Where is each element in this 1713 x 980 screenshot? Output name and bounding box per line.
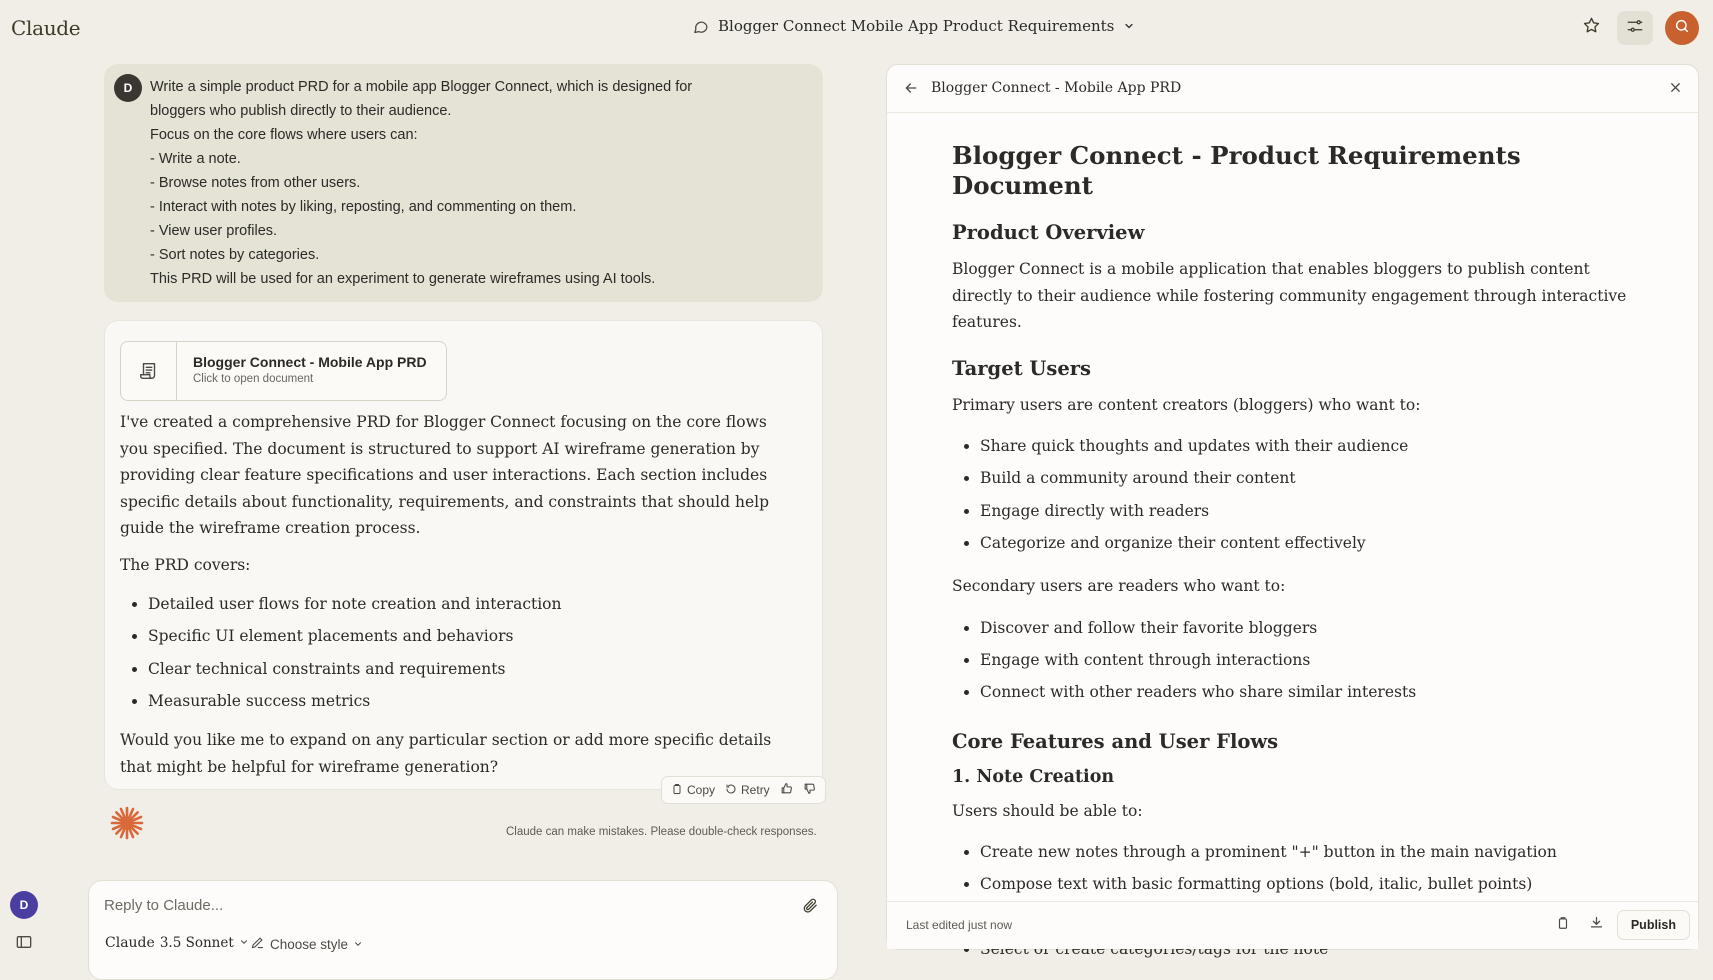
thumbs-down-icon <box>803 782 816 798</box>
list-item: • Clear technical constraints and requirements <box>148 653 780 685</box>
document-panel <box>886 64 1699 950</box>
back-arrow-icon[interactable] <box>903 80 919 101</box>
reply-input[interactable] <box>104 897 764 914</box>
user-message-line: Write a simple product PRD for a mobile app Blogger Connect, which is designed for <box>150 79 693 95</box>
list-item: • Specific UI element placements and behaviors <box>148 620 780 652</box>
profile-button[interactable] <box>1665 11 1699 45</box>
download-button[interactable] <box>1583 910 1611 940</box>
user-message-line: - Browse notes from other users. <box>150 175 361 191</box>
assistant-message <box>104 320 823 790</box>
paperclip-icon[interactable] <box>802 897 819 919</box>
assistant-covers-label: The PRD covers: <box>120 555 251 574</box>
paragraph: Blogger Connect is a mobile application that enables bloggers to publish content directly to their audience while fostering community engagement through interactive features. <box>952 260 1627 331</box>
document-chip-title: Blogger Connect - Mobile App PRD <box>193 354 427 370</box>
profile-icon <box>1674 18 1690 39</box>
chevron-down-icon <box>1123 20 1135 32</box>
assistant-closing: Would you like me to expand on any particular section or add more specific details that might be helpful for wireframe generation? <box>120 731 772 776</box>
pen-icon <box>250 935 265 953</box>
user-message-line: Focus on the core flows where users can: <box>150 127 418 143</box>
model-selector[interactable] <box>105 935 249 951</box>
disclaimer-text: Claude can make mistakes. Please double-check responses. <box>506 826 817 838</box>
document-footer <box>887 901 1698 949</box>
list-item: • Detailed user flows for note creation and interaction <box>148 588 780 620</box>
user-message-line: - View user profiles. <box>150 223 278 239</box>
section-heading: Core Features and User Flows <box>952 729 1279 753</box>
thumbs-up-button[interactable] <box>780 782 793 798</box>
list-item: • Create new notes through a prominent "+" button in the main navigation <box>980 836 1652 868</box>
conversation-title: Blogger Connect Mobile App Product Requirements <box>718 17 1115 35</box>
user-message-line: - Interact with notes by liking, reposting, and commenting on them. <box>150 199 577 215</box>
list-item: • Categorize and organize their content effectively <box>980 527 1652 559</box>
secondary-users-list <box>980 612 1652 709</box>
sliders-icon <box>1626 17 1644 40</box>
paragraph: Users should be able to: <box>952 801 1143 820</box>
copy-document-button[interactable] <box>1549 910 1577 940</box>
chevron-down-icon <box>239 935 249 951</box>
clipboard-icon <box>1556 916 1570 935</box>
message-actions <box>661 776 826 804</box>
sidebar-toggle-icon[interactable] <box>16 935 32 954</box>
assistant-intro: I've created a comprehensive PRD for Blogger Connect focusing on the core flows you specified. The document is structured to support AI wireframe generation by providing clear feature specifications and user interactions. Each section includes specific details about functionality, requirements, and constraints that should help guide the wireframe creation process. <box>120 413 770 537</box>
style-selector[interactable] <box>250 935 363 953</box>
user-message-line: - Write a note. <box>150 151 241 167</box>
list-item: • Connect with other readers who share similar interests <box>980 676 1652 708</box>
primary-users-list <box>980 430 1652 559</box>
document-title: Blogger Connect - Product Requirements Document <box>952 141 1521 200</box>
close-icon[interactable] <box>1668 80 1683 100</box>
clipboard-icon <box>671 783 683 798</box>
thumbs-up-icon <box>780 782 793 798</box>
user-message-line: bloggers who publish directly to their audience. <box>150 103 452 119</box>
document-scroll-icon <box>121 342 177 400</box>
list-item: • Engage with content through interactions <box>980 644 1652 676</box>
section-heading: Product Overview <box>952 221 1145 244</box>
document-scroll-area[interactable] <box>887 113 1698 904</box>
retry-button[interactable] <box>725 783 770 798</box>
sidebar-user-avatar[interactable]: D <box>10 891 38 919</box>
thumbs-down-button[interactable] <box>803 782 816 798</box>
list-item: • Share quick thoughts and updates with their audience <box>980 430 1652 462</box>
document-chip[interactable] <box>120 341 447 401</box>
download-icon <box>1589 915 1604 935</box>
star-button[interactable] <box>1573 11 1609 45</box>
list-item: • Measurable success metrics <box>148 685 780 717</box>
chat-icon <box>692 18 709 35</box>
list-item: • Engage directly with readers <box>980 495 1652 527</box>
list-item: • Compose text with basic formatting options (bold, italic, bullet points) <box>980 868 1652 900</box>
document-header-title: Blogger Connect - Mobile App PRD <box>931 80 1182 96</box>
section-heading: Target Users <box>952 356 1092 380</box>
user-message <box>104 64 823 302</box>
subsection-heading: 1. Note Creation <box>952 766 1115 787</box>
retry-icon <box>725 783 737 798</box>
retry-label: Retry <box>741 783 770 797</box>
reply-composer <box>88 880 838 980</box>
user-avatar: D <box>114 74 142 102</box>
paragraph: Secondary users are readers who want to: <box>952 577 1286 596</box>
model-version: 3.5 Sonnet <box>159 935 234 951</box>
paragraph: Primary users are content creators (bloggers) who want to: <box>952 395 1421 414</box>
style-label: Choose style <box>270 936 349 952</box>
claude-logo[interactable]: Claude <box>11 16 81 40</box>
document-chip-subtitle: Click to open document <box>193 373 314 385</box>
star-icon <box>1582 16 1601 40</box>
copy-button[interactable] <box>671 783 715 798</box>
claude-spark-icon <box>110 806 144 845</box>
top-bar <box>0 0 1713 56</box>
list-item: • Discover and follow their favorite bloggers <box>980 612 1652 644</box>
chevron-down-icon <box>353 937 363 952</box>
document-header <box>887 65 1698 113</box>
last-edited-text: Last edited just now <box>906 918 1013 932</box>
user-message-line: This PRD will be used for an experiment to generate wireframes using AI tools. <box>150 271 656 287</box>
settings-button[interactable] <box>1617 11 1653 45</box>
copy-label: Copy <box>687 783 716 797</box>
user-message-line: - Sort notes by categories. <box>150 247 320 263</box>
list-item: • Build a community around their content <box>980 462 1652 494</box>
conversation-title-button[interactable] <box>692 17 1135 35</box>
covers-list <box>148 588 780 717</box>
model-name: Claude <box>105 935 155 951</box>
publish-button[interactable]: Publish <box>1617 910 1690 940</box>
